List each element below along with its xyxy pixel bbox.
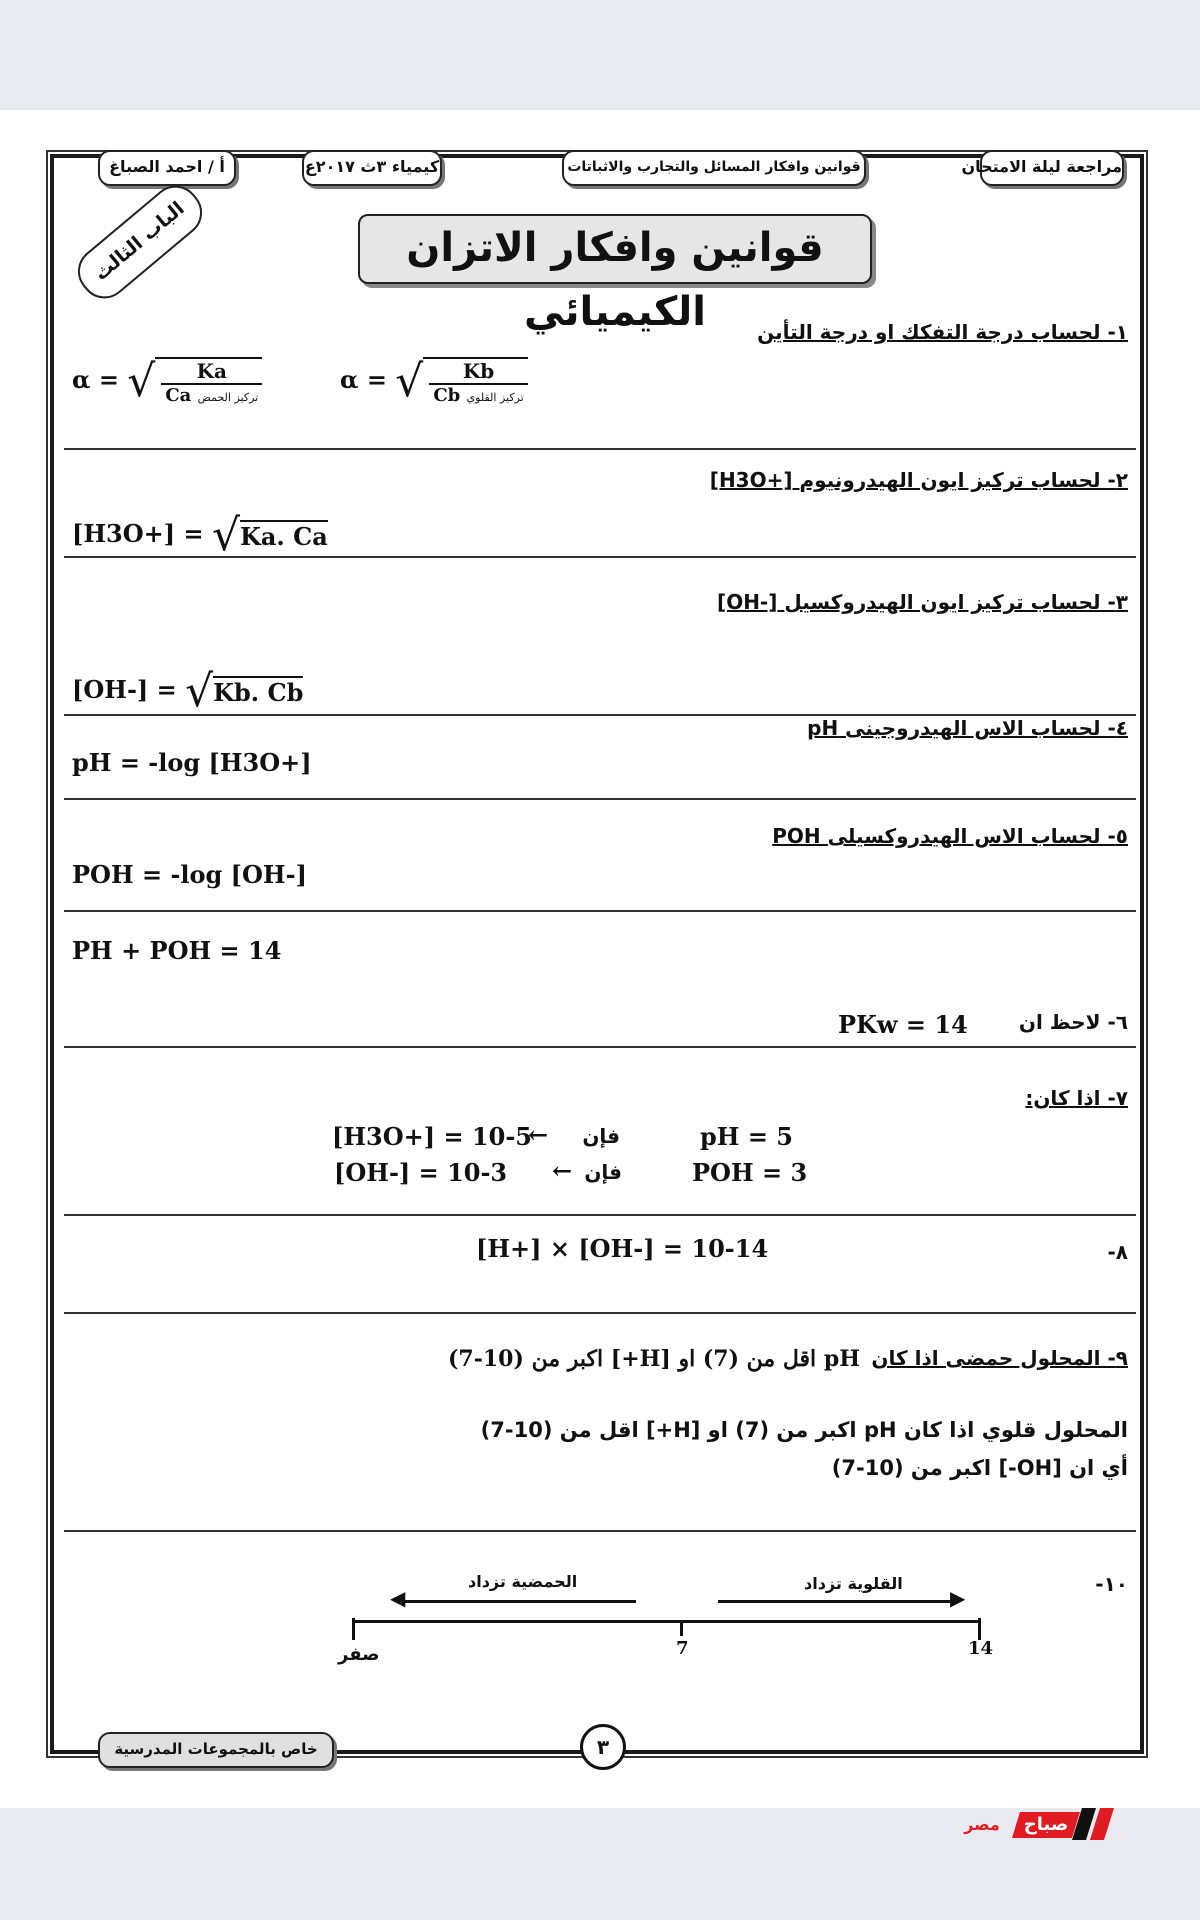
divider (64, 1046, 1136, 1048)
worksheet-page (0, 110, 1200, 1808)
page-title: قوانين وافكار الاتزان الكيميائي (358, 214, 872, 284)
sabah-masr-logo[interactable] (958, 1804, 1148, 1844)
section-5-symbol: POH (772, 824, 821, 848)
arrow-left-icon: ← (528, 1120, 549, 1149)
acidity-label: الحمضية تزداد (468, 1572, 578, 1591)
hydroxide-formula (72, 666, 303, 717)
footer-note: خاص بالمجموعات المدرسية (98, 1732, 334, 1768)
hydronium-formula (72, 510, 328, 561)
divider (64, 1312, 1136, 1314)
divider (64, 448, 1136, 450)
divider (64, 1530, 1136, 1532)
section-2-text: ٢- لحساب تركيز ايون الهيدرونيوم (799, 468, 1128, 492)
section-7-title: ٧- اذا كان: (1025, 1086, 1128, 1110)
base-concentration-note: تركيز القلوي (466, 391, 524, 404)
header-subject: كيمياء ٣ث ٢٠١٧ع (302, 150, 442, 186)
page-number: ٣ (580, 1724, 626, 1770)
section-2-title (710, 468, 1128, 492)
poh-formula: POH = -log [OH-] (72, 860, 307, 889)
hydronium-eq-right: Ka. Ca (239, 522, 328, 551)
sqrt-icon: √ (211, 510, 240, 561)
cb-label: Cb (433, 385, 461, 406)
section-4-symbol: pH (807, 716, 839, 740)
sqrt-icon: √ (185, 666, 214, 717)
section-9-title: ٩- المحلول حمضى اذا كان (871, 1346, 1128, 1370)
divider (64, 910, 1136, 912)
example-1-then: فإن (582, 1124, 620, 1148)
pkw-equation: PKw = 14 (838, 1010, 968, 1039)
divider (64, 1214, 1136, 1216)
water-ion-product: [H+] × [OH-] = 10-14 (476, 1234, 769, 1263)
section-4-text: ٤- لحساب الاس الهيدروجينى (845, 716, 1128, 740)
base-condition: المحلول قلوي اذا كان pH اكبر من (7) او [H+] اقل من (10-7) (480, 1418, 1128, 1442)
section-3-text: ٣- لحساب تركيز ايون الهيدروكسيل (784, 590, 1128, 614)
header-review: مراجعة ليلة الامتحان (980, 150, 1124, 186)
sqrt-icon: √ (395, 356, 424, 407)
basicity-arrow (718, 1600, 958, 1603)
acid-concentration-note: تركيز الحمض (197, 391, 259, 404)
sqrt-icon: √ (127, 356, 156, 407)
alpha-acid-formula (72, 356, 262, 407)
hydronium-eq-left: [H3O+] = (72, 519, 204, 548)
section-5-title (772, 824, 1128, 848)
ka-label: Ka (161, 359, 262, 385)
alpha-acid-fraction (161, 359, 262, 406)
ph-formula: pH = -log [H3O+] (72, 748, 312, 777)
kb-label: Kb (429, 359, 527, 385)
alpha-base-formula (340, 356, 528, 407)
alpha-base-fraction (429, 359, 527, 406)
scale-seven: 7 (676, 1638, 689, 1659)
divider (64, 556, 1136, 558)
section-4-title (807, 716, 1128, 740)
header-teacher: أ / احمد الصباغ (98, 150, 236, 186)
scale-fourteen: 14 (968, 1638, 994, 1659)
example-2-then: فإن (584, 1160, 622, 1184)
basicity-label: القلوية تزداد (804, 1574, 903, 1593)
ph-poh-sum: PH + POH = 14 (72, 936, 282, 965)
section-8-title: ٨- (1107, 1240, 1128, 1264)
arrow-right-icon: ▶ (950, 1586, 966, 1610)
ph-scale-line (352, 1620, 980, 1623)
alpha-acid-label: α = (72, 365, 119, 394)
section-5-text: ٥- لحساب الاس الهيدروكسيلى (827, 824, 1128, 848)
example-2-left: [OH-] = 10-3 (334, 1158, 508, 1187)
example-2-right: POH = 3 (692, 1158, 808, 1187)
ca-label: Ca (165, 385, 192, 406)
example-1-left: [H3O+] = 10-5 (332, 1122, 532, 1151)
base-condition-oh: أي ان [OH-] اكبر من (10-7) (831, 1456, 1128, 1480)
header-topic: قوانين وافكار المسائل والتجارب والاثباتات (562, 150, 866, 186)
section-1-title: ١- لحساب درجة التفكك او درجة التأين (757, 320, 1128, 344)
acid-condition: pH اقل من (7) او [H+] اكبر من (10-7) (448, 1346, 860, 1372)
hydroxide-eq-left: [OH-] = (72, 675, 177, 704)
logo-brand: صباح (1023, 1814, 1069, 1835)
alpha-base-label: α = (340, 365, 387, 394)
scale-zero: صفر (338, 1644, 380, 1665)
chapter-badge: الباب الثالث (68, 176, 212, 308)
section-3-title (717, 590, 1128, 614)
arrow-left-icon: ← (552, 1156, 573, 1185)
section-2-ion: [H3O+] (709, 468, 793, 492)
logo-country: مصر (964, 1815, 1000, 1834)
scale-tick (978, 1618, 981, 1640)
section-6-title: ٦- لاحظ ان (1018, 1010, 1128, 1034)
scale-tick (352, 1618, 355, 1640)
section-3-ion: [OH-] (717, 590, 778, 614)
scale-tick (680, 1622, 683, 1636)
section-10-title: ١٠- (1095, 1572, 1128, 1596)
acidity-arrow (404, 1600, 636, 1603)
example-1-right: pH = 5 (700, 1122, 793, 1151)
divider (64, 798, 1136, 800)
arrow-left-icon: ◀ (390, 1586, 406, 1610)
hydroxide-eq-right: Kb. Cb (213, 678, 304, 707)
